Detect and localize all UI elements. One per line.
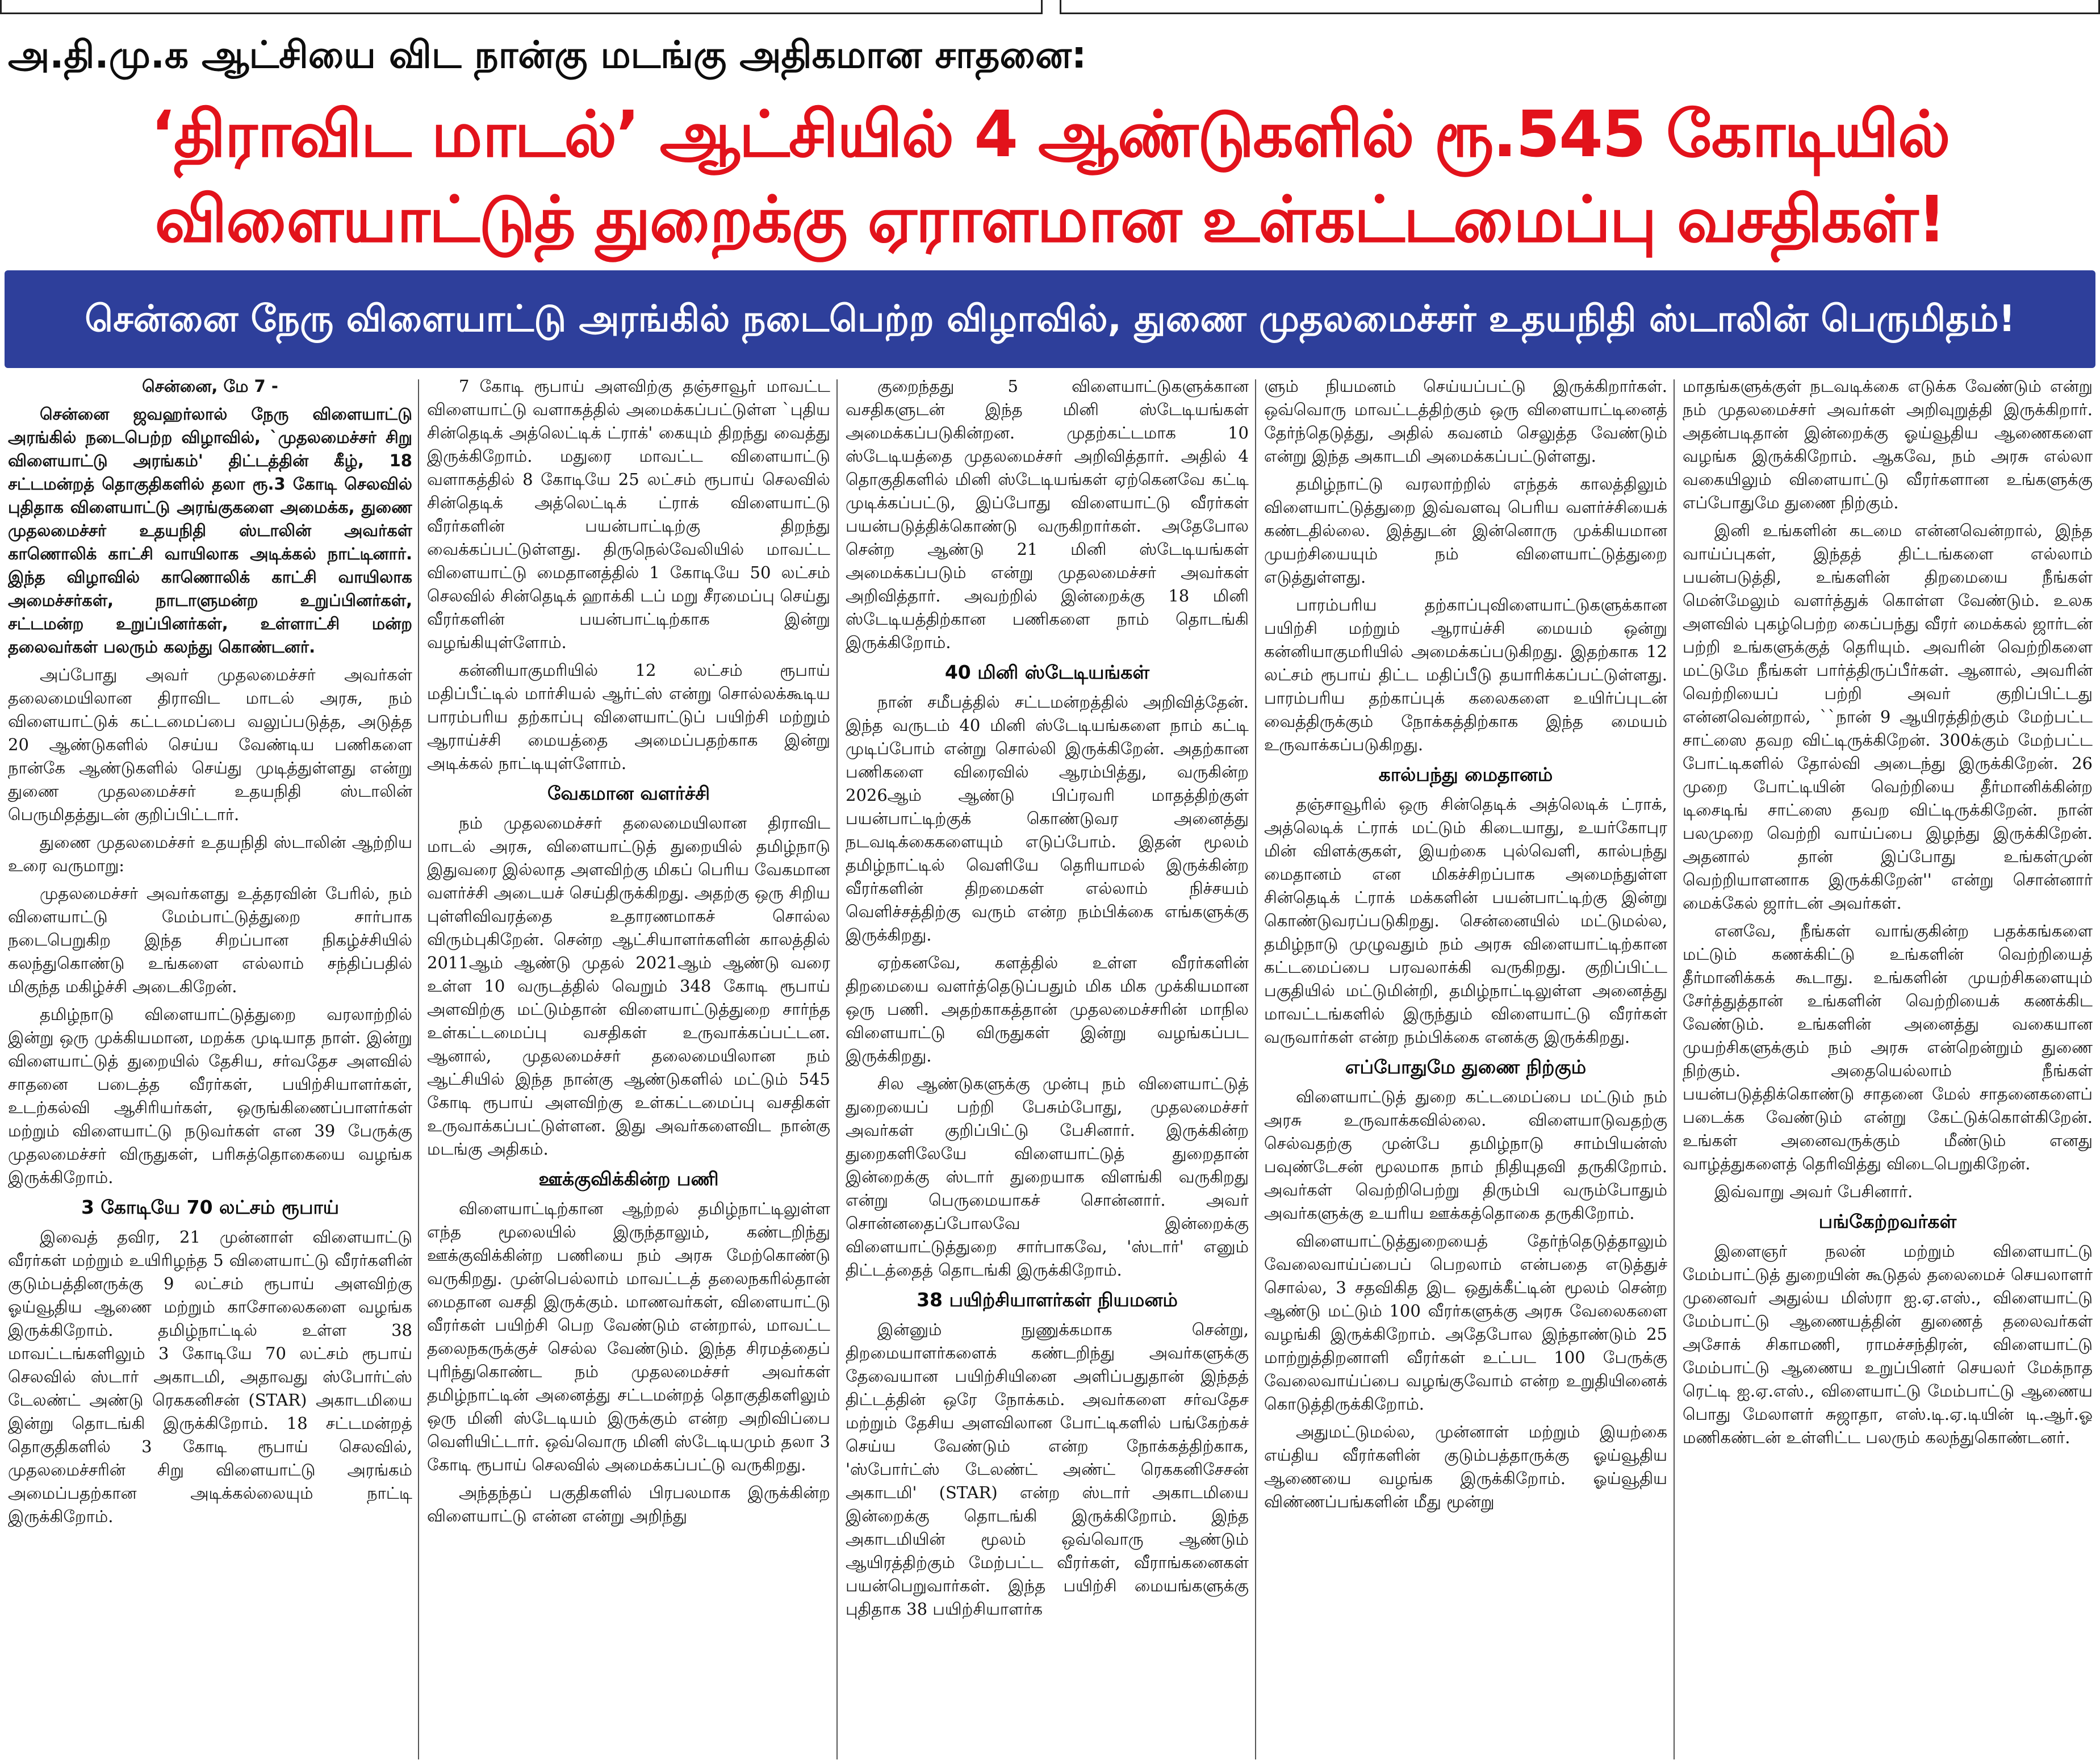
- article-paragraph: இளைஞர் நலன் மற்றும் விளையாட்டு மேம்பாட்டுத் துறையின் கூடுதல் தலைமைச் செயலாளர் முனைவர் அதுல்ய மிஸ்ரா ஐ.ஏ.எஸ்., விளையாட்டு மேம்பாட்டு ஆணையத்தின் துணைத் தலைவர்கள் அசோக் சிகாமணி, ராமச்சந்திரன், விளையாட்டு மேம்பாட்டு ஆணைய உறுப்பினர் செயலர் மேக்நாத ரெட்டி ஐ.ஏ.எஸ்., விளையாட்டு மேம்பாட்டு ஆணைய பொது மேலாளர் சுஜாதா, எஸ்.டி.ஏ.டியின் டி.ஆர்.ஓ மணிகண்டன் உள்ளிட்ட பலரும் கலந்துகொண்டனர்.: [1683, 1242, 2093, 1447]
- section-heading: கால்பந்து மைதானம்: [1378, 763, 1553, 785]
- article-paragraph: மாதங்களுக்குள் நடவடிக்கை எடுக்க வேண்டும் என்று நம் முதலமைச்சர் அவர்கள் அறிவுறுத்தி இருக்கிறார். அதன்படிதான் இன்றைக்கு ஓய்வூதிய ஆணைகளை வழங்க இருக்கிறோம். ஆகவே, நம் அரசு எல்லா வகையிலும் விளையாட்டு வீரர்களான உங்களுக்கு எப்போதுமே துணை நிற்கும்.: [1683, 377, 2093, 512]
- section-heading: 38 பயிற்சியாளர்கள் நியமனம்: [917, 1289, 1178, 1311]
- article-body: [0, 375, 2100, 1761]
- article-paragraph: இவைத் தவிர, 21 முன்னாள் விளையாட்டு வீரர்கள் மற்றும் உயிரிழந்த 5 விளையாட்டு வீரர்களின் குடும்பத்தினருக்கு 9 லட்சம் ரூபாய் அளவிற்கு ஓய்வூதிய ஆணை மற்றும் காசோலைகளை வழங்க இருக்கிறோம். தமிழ்நாட்டில் உள்ள 38 மாவட்டங்களிலும் 3 கோடியே 70 லட்சம் ரூபாய் செலவில் ஸ்டார் அகாடமி, அதாவது ஸ்போர்ட்ஸ் டேலண்ட் அண்டு ரெககனிசன் (STAR) அகாடமியை இன்று தொடங்கி இருக்கிறோம். 18 சட்டமன்றத் தொகுதிகளில் 3 கோடி ரூபாய் செலவில், முதலமைச்சரின் சிறு விளையாட்டு அரங்கம் அமைப்பதற்கான அடிக்கல்லையும் நாட்டி இருக்கிறோம்.: [8, 1227, 412, 1526]
- article-paragraph: தஞ்சாவூரில் ஒரு சின்தெடிக் அத்லெடிக் ட்ராக், அத்லெடிக் ட்ராக் மட்டும் கிடையாது, உயர்கோபுர மின் விளக்குகள், இயற்கை புல்வெளி, கால்பந்து மைதானம் என மிகச்சிறப்பாக அமைந்துள்ள சின்தெடிக் ட்ராக் மக்களின் பயன்பாட்டிற்கு இன்று கொண்டுவரப்படுகிறது. சென்னையில் மட்டுமல்ல, தமிழ்நாடு முழுவதும் நம் அரசு விளையாட்டிற்கான கட்டமைப்பை பரவலாக்கி வருகிறது. குறிப்பிட்ட பகுதியில் மட்டுமின்றி, தமிழ்நாட்டிலுள்ள அனைத்து மாவட்டங்களில் இருந்தும் விளையாட்டு வீரர்கள் வருவார்கள் என்ற நம்பிக்கை எனக்கு இருக்கிறது.: [1264, 795, 1667, 1047]
- kicker-headline: அ.தி.மு.க ஆட்சியை விட நான்கு மடங்கு அதிகமான சாதனை:: [8, 33, 1087, 77]
- article-paragraph: கன்னியாகுமரியில் 12 லட்சம் ரூபாய் மதிப்பீட்டில் மார்சியல் ஆர்ட்ஸ் என்று சொல்லக்கூடிய பாரம்பரிய தற்காப்பு விளையாட்டுப் பயிற்சி மற்றும் ஆராய்ச்சி மையத்தை அமைப்பதற்காக இன்று அடிக்கல் நாட்டியுள்ளோம்.: [427, 661, 830, 773]
- article-paragraph: இவ்வாறு அவர் பேசினார்.: [1714, 1182, 1913, 1201]
- article-paragraph: இன்னும் நுணுக்கமாக சென்று, திறமையாளர்களைக் கண்டறிந்து அவர்களுக்கு தேவையான பயிற்சியினை அளிப்பதுதான் இந்தத் திட்டத்தின் ஒரே நோக்கம். அவர்களை சர்வதேச மற்றும் தேசிய அளவிலான போட்டிகளில் பங்கேற்கச் செய்ய வேண்டும் என்ற நோக்கத்திற்காக, 'ஸ்போர்ட்ஸ் டேலண்ட் அண்ட் ரெககனிசேசன் அகாடமி' (STAR) என்ற ஸ்டார் அகாடமியை இன்றைக்கு தொடங்கி இருக்கிறோம். இந்த அகாடமியின் மூலம் ஒவ்வொரு ஆண்டும் ஆயிரத்திற்கும் மேற்பட்ட வீரர்கள், வீராங்கனைகள் பயன்பெறுவார்கள். இந்த பயிற்சி மையங்களுக்கு புதிதாக 38 பயிற்சியாளர்க: [846, 1320, 1249, 1619]
- article-paragraph: தமிழ்நாட்டு வரலாற்றில் எந்தக் காலத்திலும் விளையாட்டுத்துறை இவ்வளவு பெரிய வளர்ச்சியைக் கண்டதில்லை. இத்துடன் இன்னொரு முக்கியமான முயற்சியையும் நம் விளையாட்டுத்துறை எடுத்துள்ளது.: [1264, 474, 1667, 587]
- article-paragraph: அந்தந்தப் பகுதிகளில் பிரபலமாக இருக்கின்ற விளையாட்டு என்ன என்று அறிந்து: [427, 1483, 830, 1525]
- article-paragraph: விளையாட்டுத்துறையைத் தேர்ந்தெடுத்தாலும் வேலைவாய்ப்பைப் பெறலாம் என்பதை எடுத்துச் சொல்ல, 3 சதவிகித இட ஒதுக்கீட்டின் மூலம் சென்ற ஆண்டு மட்டும் 100 வீரர்களுக்கு அரசு வேலைகளை வழங்கி இருக்கிறோம். அதேபோல இந்தாண்டும் 25 மாற்றுத்திறனாளி வீரர்கள் உட்பட 100 பேருக்கு வேலைவாய்ப்பை வழங்குவோம் என்ற உறுதியினைக் கொடுத்திருக்கிறோம்.: [1264, 1231, 1667, 1414]
- article-column-5: [1683, 375, 2093, 1761]
- article-paragraph: சென்னை ஜவஹர்லால் நேரு விளையாட்டு அரங்கில் நடைபெற்ற விழாவில், `முதலமைச்சர் சிறு விளையாட்டு அரங்கம்' திட்டத்தின் கீழ், 18 சட்டமன்றத் தொகுதிகளில் தலா ரூ.3 கோடி செலவில் புதிதாக விளையாட்டு அரங்குகளை அமைக்க, துணை முதலமைச்சர் உதயநிதி ஸ்டாலின் அவர்கள் காணொலிக் காட்சி வாயிலாக அடிக்கல் நாட்டினார். இந்த விழாவில் காணொலிக் காட்சி வாயிலாக அமைச்சர்கள், நாடாளுமன்ற உறுப்பினர்கள், சட்டமன்ற உறுப்பினர்கள், உள்ளாட்சி மன்ற தலைவர்கள் பலரும் கலந்து கொண்டனர்.: [8, 404, 412, 657]
- article-paragraph: விளையாட்டுத் துறை கட்டமைப்பை மட்டும் நம் அரசு உருவாக்கவில்லை. விளையாடுவதற்கு செல்வதற்கு முன்பே தமிழ்நாடு சாம்பியன்ஸ் பவுண்டேசன் மூலமாக நாம் நிதியுதவி தருகிறோம். அவர்கள் வெற்றிபெற்று திரும்பி வரும்போதும் அவர்களுக்கு உயரிய ஊக்கத்தொகை தருகிறோம்.: [1264, 1087, 1667, 1223]
- section-heading: வேகமான வளர்ச்சி: [547, 782, 710, 804]
- sub-headline-banner: சென்னை நேரு விளையாட்டு அரங்கில் நடைபெற்ற விழாவில், துணை முதலமைச்சர் உதயநிதி ஸ்டாலின் பெருமிதம்!: [5, 270, 2095, 368]
- article-paragraph: சில ஆண்டுகளுக்கு முன்பு நம் விளையாட்டுத் துறையைப் பற்றி பேசும்போது, முதலமைச்சர் அவர்கள் குறிப்பிட்டு பேசினார். இருக்கின்ற துறைகளிலேயே விளையாட்டுத் துறைதான் இன்றைக்கு ஸ்டார் துறையாக விளங்கி வருகிறது என்று பெருமையாகச் சொன்னார். அவர் சொன்னதைப்போலவே இன்றைக்கு விளையாட்டுத்துறை சார்பாகவே, 'ஸ்டார்' எனும் திட்டத்தைத் தொடங்கி இருக்கிறோம்.: [846, 1074, 1249, 1280]
- top-border-right: [1060, 0, 2100, 14]
- section-heading: பங்கேற்றவர்கள்: [1818, 1210, 1957, 1232]
- article-paragraph: ஏற்கனவே, களத்தில் உள்ள வீரர்களின் திறமையை வளர்த்தெடுப்பதும் மிக மிக முக்கியமான ஒரு பணி. அதற்காகத்தான் முதலமைச்சரின் மாநில விளையாட்டு விருதுகள் இன்று வழங்கப்பட இருக்கிறது.: [846, 953, 1249, 1065]
- article-paragraph: ளும் நியமனம் செய்யப்பட்டு இருக்கிறார்கள். ஒவ்வொரு மாவட்டத்திற்கும் ஒரு விளையாட்டினைத் தேர்ந்தெடுத்து, அதில் கவனம் செலுத்த வேண்டும் என்று இந்த அகாடமி அமைக்கப்பட்டுள்ளது.: [1264, 377, 1667, 466]
- article-paragraph: தமிழ்நாடு விளையாட்டுத்துறை வரலாற்றில் இன்று ஒரு முக்கியமான, மறக்க முடியாத நாள். இன்று விளையாட்டுத் துறையில் தேசிய, சர்வதேச அளவில் சாதனை படைத்த வீரர்கள், பயிற்சியாளர்கள், உடற்கல்வி ஆசிரியர்கள், ஒருங்கிணைப்பாளர்கள் மற்றும் விளையாட்டு நடுவர்கள் என 39 பேருக்கு முதலமைச்சர் விருதுகள், பரிசுத்தொகையை வழங்க இருக்கிறோம்.: [8, 1005, 412, 1187]
- article-column-1: [8, 375, 412, 1761]
- article-paragraph: குறைந்தது 5 விளையாட்டுகளுக்கான வசதிகளுடன் இந்த மினி ஸ்டேடியங்கள் அமைக்கப்படுகின்றன. முதற்கட்டமாக 10 ஸ்டேடியத்தை முதலமைச்சர் அறிவித்தார். அதில் 4 தொகுதிகளில் மினி ஸ்டேடியங்கள் ஏற்கெனவே கட்டி முடிக்கப்பட்டு, இப்போது விளையாட்டு வீரர்கள் பயன்படுத்திக்கொண்டு வருகிறார்கள். அதேபோல சென்ற ஆண்டு 21 மினி ஸ்டேடியங்கள் அமைக்கப்படும் என்று முதலமைச்சர் அவர்கள் அறிவித்தார். அவற்றில் இன்றைக்கு 18 மினி ஸ்டேடியத்திற்கான பணிகளை நாம் தொடங்கி இருக்கிறோம்.: [846, 377, 1249, 652]
- section-heading: 3 கோடியே 70 லட்சம் ரூபாய்: [81, 1196, 340, 1218]
- article-paragraph: துணை முதலமைச்சர் உதயநிதி ஸ்டாலின் ஆற்றிய உரை வருமாறு:: [8, 833, 412, 875]
- top-border-left: [0, 0, 1043, 14]
- article-paragraph: இனி உங்களின் கடமை என்னவென்றால், இந்த வாய்ப்புகள், இந்தத் திட்டங்களை எல்லாம் பயன்படுத்தி, உங்களின் திறமையை நீங்கள் மென்மேலும் வளர்த்துக் கொள்ள வேண்டும். உலக அளவில் புகழ்பெற்ற கைப்பந்து வீரர் மைக்கல் ஜார்டன் பற்றி உங்களுக்குத் தெரியும். அவரின் வெற்றிகளை மட்டுமே நீங்கள் பார்த்திருப்பீர்கள். ஆனால், அவரின் வெற்றியைப் பற்றி அவர் குறிப்பிட்டது என்னவென்றால், ``நான் 9 ஆயிரத்திற்கும் மேற்பட்ட சாட்ஸை தவற விட்டிருக்கிறேன். 300க்கும் மேற்பட்ட போட்டிகளில் தோல்வி அடைந்து இருக்கிறேன். 26 முறை போட்டியின் வெற்றியை தீர்மானிக்கின்ற டிசைடிங் சாட்ஸை தவற விட்டிருக்கிறேன். நான் பலமுறை வெற்றி வாய்ப்பை இழந்து இருக்கிறேன். அதனால் தான் இப்போது உங்கள்முன் வெற்றியாளனாக இருக்கிறேன்'' என்று சொன்னார் மைக்கேல் ஜார்டன் அவர்கள்.: [1683, 521, 2093, 913]
- article-paragraph: பாரம்பரிய தற்காப்புவிளையாட்டுகளுக்கான பயிற்சி மற்றும் ஆராய்ச்சி மையம் ஒன்று கன்னியாகுமரியில் அமைக்கப்படுகிறது. இதற்காக 12 லட்சம் ரூபாய் திட்ட மதிப்பீடு தயாரிக்கப்பட்டுள்ளது. பாரம்பரிய தற்காப்புக் கலைகளை உயிர்ப்புடன் வைத்திருக்கும் நோக்கத்திற்காக இந்த மையம் உருவாக்கப்படுகிறது.: [1264, 595, 1667, 754]
- article-column-2: [427, 375, 830, 1761]
- section-heading: ஊக்குவிக்கின்ற பணி: [538, 1168, 719, 1190]
- article-paragraph: எனவே, நீங்கள் வாங்குகின்ற பதக்கங்களை மட்டும் கணக்கிட்டு உங்களின் வெற்றியைத் தீர்மானிக்கக் கூடாது. உங்களின் முயற்சிகளையும் சேர்த்துத்தான் உங்களின் வெற்றியைக் கணக்கிட வேண்டும். உங்களின் அனைத்து வகையான முயற்சிகளுக்கும் நம் அரசு என்றென்றும் துணை நிற்கும். அதையெல்லாம் நீங்கள் பயன்படுத்திக்கொண்டு சாதனை மேல் சாதனைகளைப் படைக்க வேண்டும் என்று கேட்டுக்கொள்கிறேன். உங்கள் அனைவருக்கும் மீண்டும் எனது வாழ்த்துகளைத் தெரிவித்து விடைபெறுகிறேன்.: [1683, 921, 2093, 1173]
- article-paragraph: நம் முதலமைச்சர் தலைமையிலான திராவிட மாடல் அரசு, விளையாட்டுத் துறையில் தமிழ்நாடு இதுவரை இல்லாத அளவிற்கு மிகப் பெரிய வேகமான வளர்ச்சி அடையச் செய்திருக்கிறது. அதற்கு ஒரு சிறிய புள்ளிவிவரத்தை உதாரணமாகச் சொல்ல விரும்புகிறேன். சென்ற ஆட்சியாளர்களின் காலத்தில் 2011ஆம் ஆண்டு முதல் 2021ஆம் ஆண்டு வரை உள்ள 10 வருடத்தில் வெறும் 348 கோடி ரூபாய் அளவிற்கு மட்டும்தான் விளையாட்டுத்துறை சார்ந்த உள்கட்டமைப்பு வசதிகள் உருவாக்கப்பட்டன. ஆனால், முதலமைச்சர் தலைமையிலான நம் ஆட்சியில் இந்த நான்கு ஆண்டுகளில் மட்டும் 545 கோடி ரூபாய் அளவிற்கு உள்கட்டமைப்பு வசதிகள் உருவாக்கப்பட்டுள்ளன. இது அவர்களைவிட நான்கு மடங்கு அதிகம்.: [427, 813, 830, 1159]
- main-headline: ‘திராவிட மாடல்’ ஆட்சியில் 4 ஆண்டுகளில் ரூ.545 கோடியில் விளையாட்டுத் துறைக்கு ஏராளமான உள்கட்டமைப்பு வசதிகள்!: [150, 98, 1950, 257]
- article-paragraph: அப்போது அவர் முதலமைச்சர் அவர்கள் தலைமையிலான திராவிட மாடல் அரசு, நம் விளையாட்டுக் கட்டமைப்பை வலுப்படுத்த, அடுத்த 20 ஆண்டுகளில் செய்ய வேண்டிய பணிகளை நான்கே ஆண்டுகளில் செய்து முடித்துள்ளது என்று துணை முதலமைச்சர் உதயநிதி ஸ்டாலின் பெருமிதத்துடன் குறிப்பிட்டார்.: [8, 665, 412, 824]
- article-paragraph: விளையாட்டிற்கான ஆற்றல் தமிழ்நாட்டிலுள்ள எந்த மூலையில் இருந்தாலும், கண்டறிந்து ஊக்குவிக்கின்ற பணியை நம் அரசு மேற்கொண்டு வருகிறது. முன்பெல்லாம் மாவட்டத் தலைநகரில்தான் மைதான வசதி இருக்கும். மாணவர்கள், விளையாட்டு வீரர்கள் பயிற்சி பெற வேண்டும் என்றால், மாவட்ட தலைநகருக்குச் செல்ல வேண்டும். இந்த சிரமத்தைப் புரிந்துகொண்ட நம் முதலமைச்சர் அவர்கள் தமிழ்நாட்டின் அனைத்து சட்டமன்றத் தொகுதிகளிலும் ஒரு மினி ஸ்டேடியம் இருக்கும் என்ற அறிவிப்பை வெளியிட்டார். ஒவ்வொரு மினி ஸ்டேடியமும் தலா 3 கோடி ரூபாய் செலவில் அமைக்கப்பட்டு வருகிறது.: [427, 1199, 830, 1474]
- section-heading: எப்போதுமே துணை நிற்கும்: [1345, 1056, 1587, 1078]
- article-paragraph: அதுமட்டுமல்ல, முன்னாள் மற்றும் இயற்கை எய்திய வீரர்களின் குடும்பத்தாருக்கு ஓய்வூதிய ஆணையை வழங்க இருக்கிறோம். ஓய்வூதிய விண்ணப்பங்களின் மீது மூன்று: [1264, 1422, 1667, 1511]
- dateline: சென்னை, மே 7 -: [142, 377, 278, 396]
- article-column-3: [846, 375, 1249, 1761]
- article-paragraph: முதலமைச்சர் அவர்களது உத்தரவின் பேரில், நம் விளையாட்டு மேம்பாட்டுத்துறை சார்பாக நடைபெறுகிற இந்த சிறப்பான நிகழ்ச்சியில் கலந்துகொண்டு உங்களை எல்லாம் சந்திப்பதில் மிகுந்த மகிழ்ச்சி அடைகிறேன்.: [8, 884, 412, 996]
- article-paragraph: நான் சமீபத்தில் சட்டமன்றத்தில் அறிவித்தேன். இந்த வருடம் 40 மினி ஸ்டேடியங்களை நாம் கட்டி முடிப்போம் என்று சொல்லி இருக்கிறேன். அதற்கான பணிகளை விரைவில் ஆரம்பித்து, வருகின்ற 2026ஆம் ஆண்டு பிப்ரவரி மாதத்திற்குள் பயன்பாட்டிற்குக் கொண்டுவர அனைத்து நடவடிக்கைகளையும் எடுப்போம். இதன் மூலம் தமிழ்நாட்டில் வெளியே தெரியாமல் இருக்கின்ற வீரர்களின் திறமைகள் எல்லாம் நிச்சயம் வெளிச்சத்திற்கு வரும் என்ற நம்பிக்கை எங்களுக்கு இருக்கிறது.: [846, 692, 1249, 944]
- section-heading: 40 மினி ஸ்டேடியங்கள்: [944, 661, 1150, 683]
- article-column-4: [1264, 375, 1667, 1761]
- article-paragraph: 7 கோடி ரூபாய் அளவிற்கு தஞ்சாவூர் மாவட்ட விளையாட்டு வளாகத்தில் அமைக்கப்பட்டுள்ள `புதிய சின்தெடிக் அத்லெட்டிக் ட்ராக்' கையும் திறந்து வைத்து இருக்கிறோம். மதுரை மாவட்ட விளையாட்டு வளாகத்தில் 8 கோடியே 25 லட்சம் ரூபாய் செலவில் சின்தெடிக் அத்லெட்டிக் ட்ராக் விளையாட்டு வீரர்களின் பயன்பாட்டிற்கு திறந்து வைக்கப்பட்டுள்ளது. திருநெல்வேலியில் மாவட்ட விளையாட்டு மைதானத்தில் 1 கோடியே 50 லட்சம் செலவில் சின்தெடிக் ஹாக்கி டப் மறு சீரமைப்பு செய்து வீரர்களின் பயன்பாட்டிற்காக இன்று வழங்கியுள்ளோம்.: [427, 377, 830, 652]
